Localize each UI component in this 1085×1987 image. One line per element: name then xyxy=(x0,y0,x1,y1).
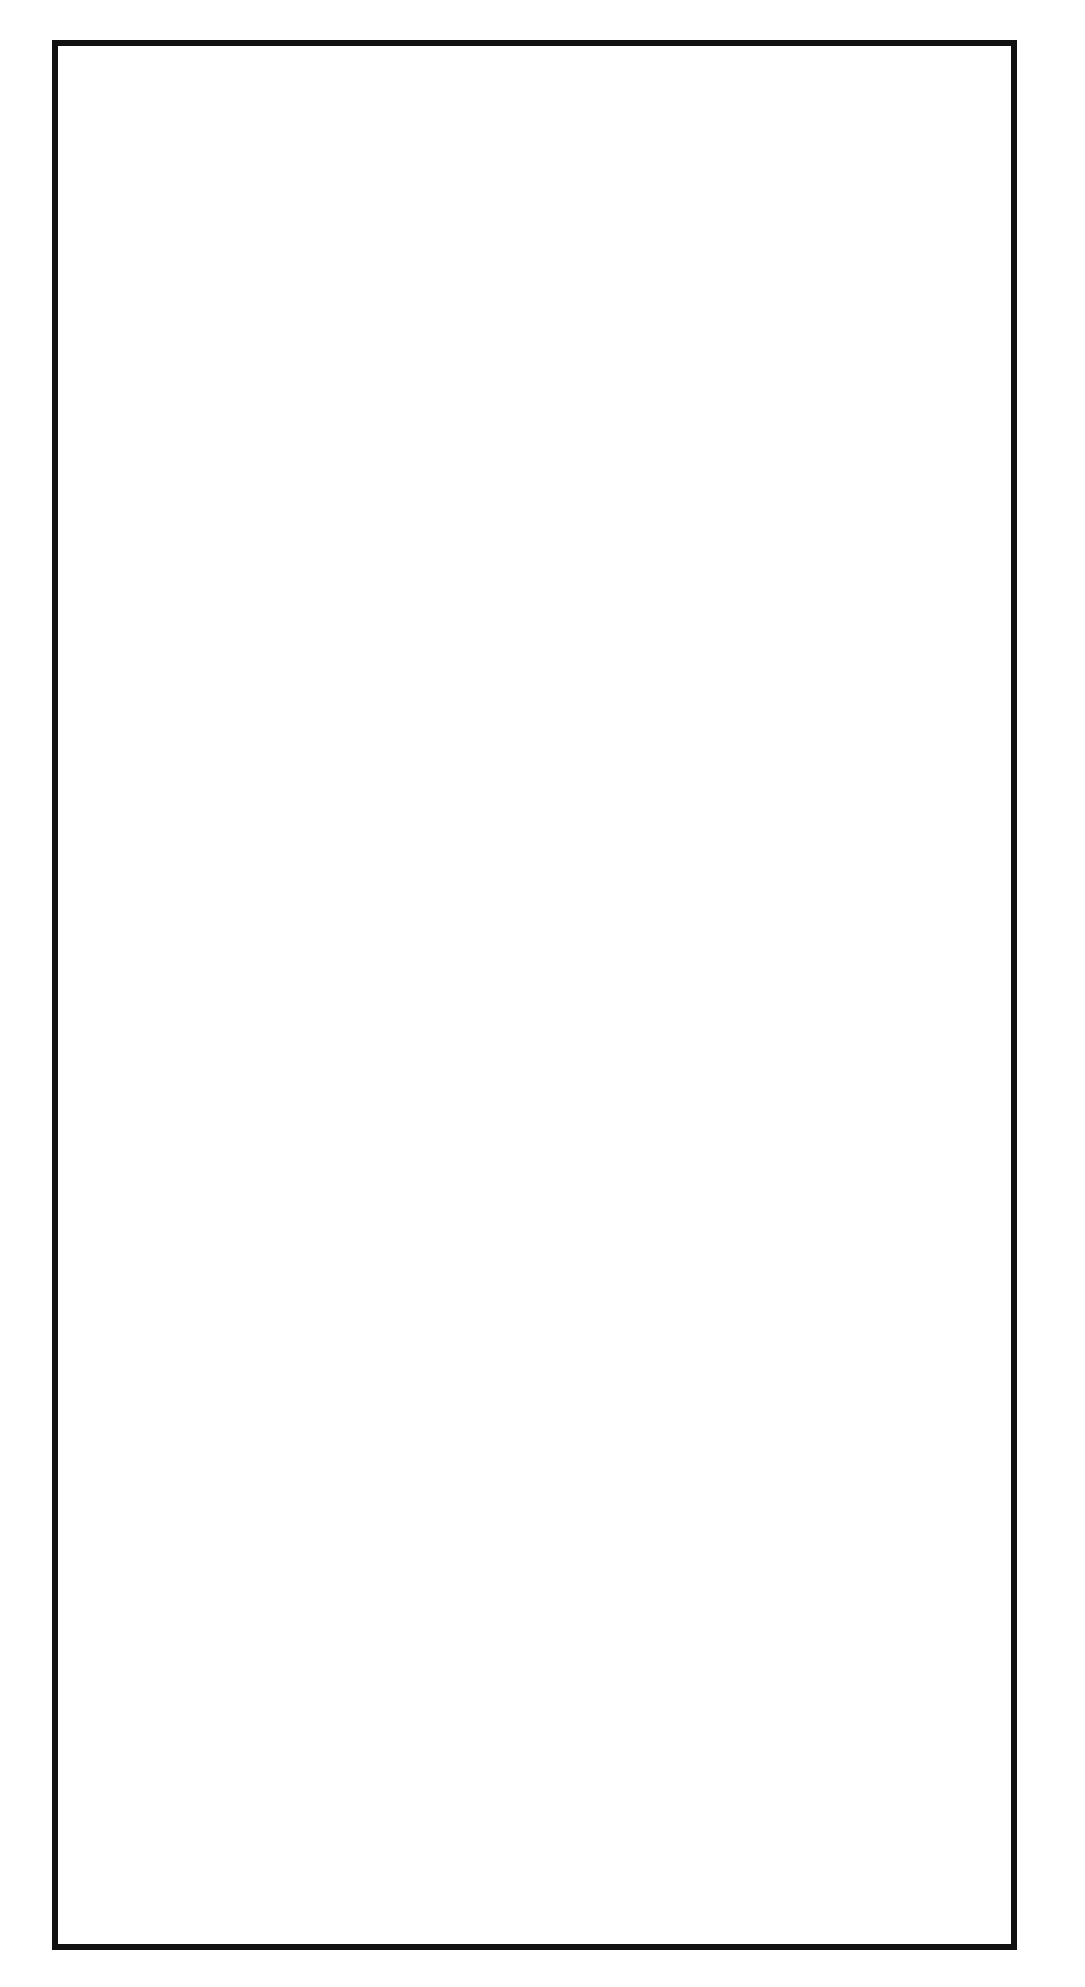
index-table xyxy=(52,40,1017,1950)
